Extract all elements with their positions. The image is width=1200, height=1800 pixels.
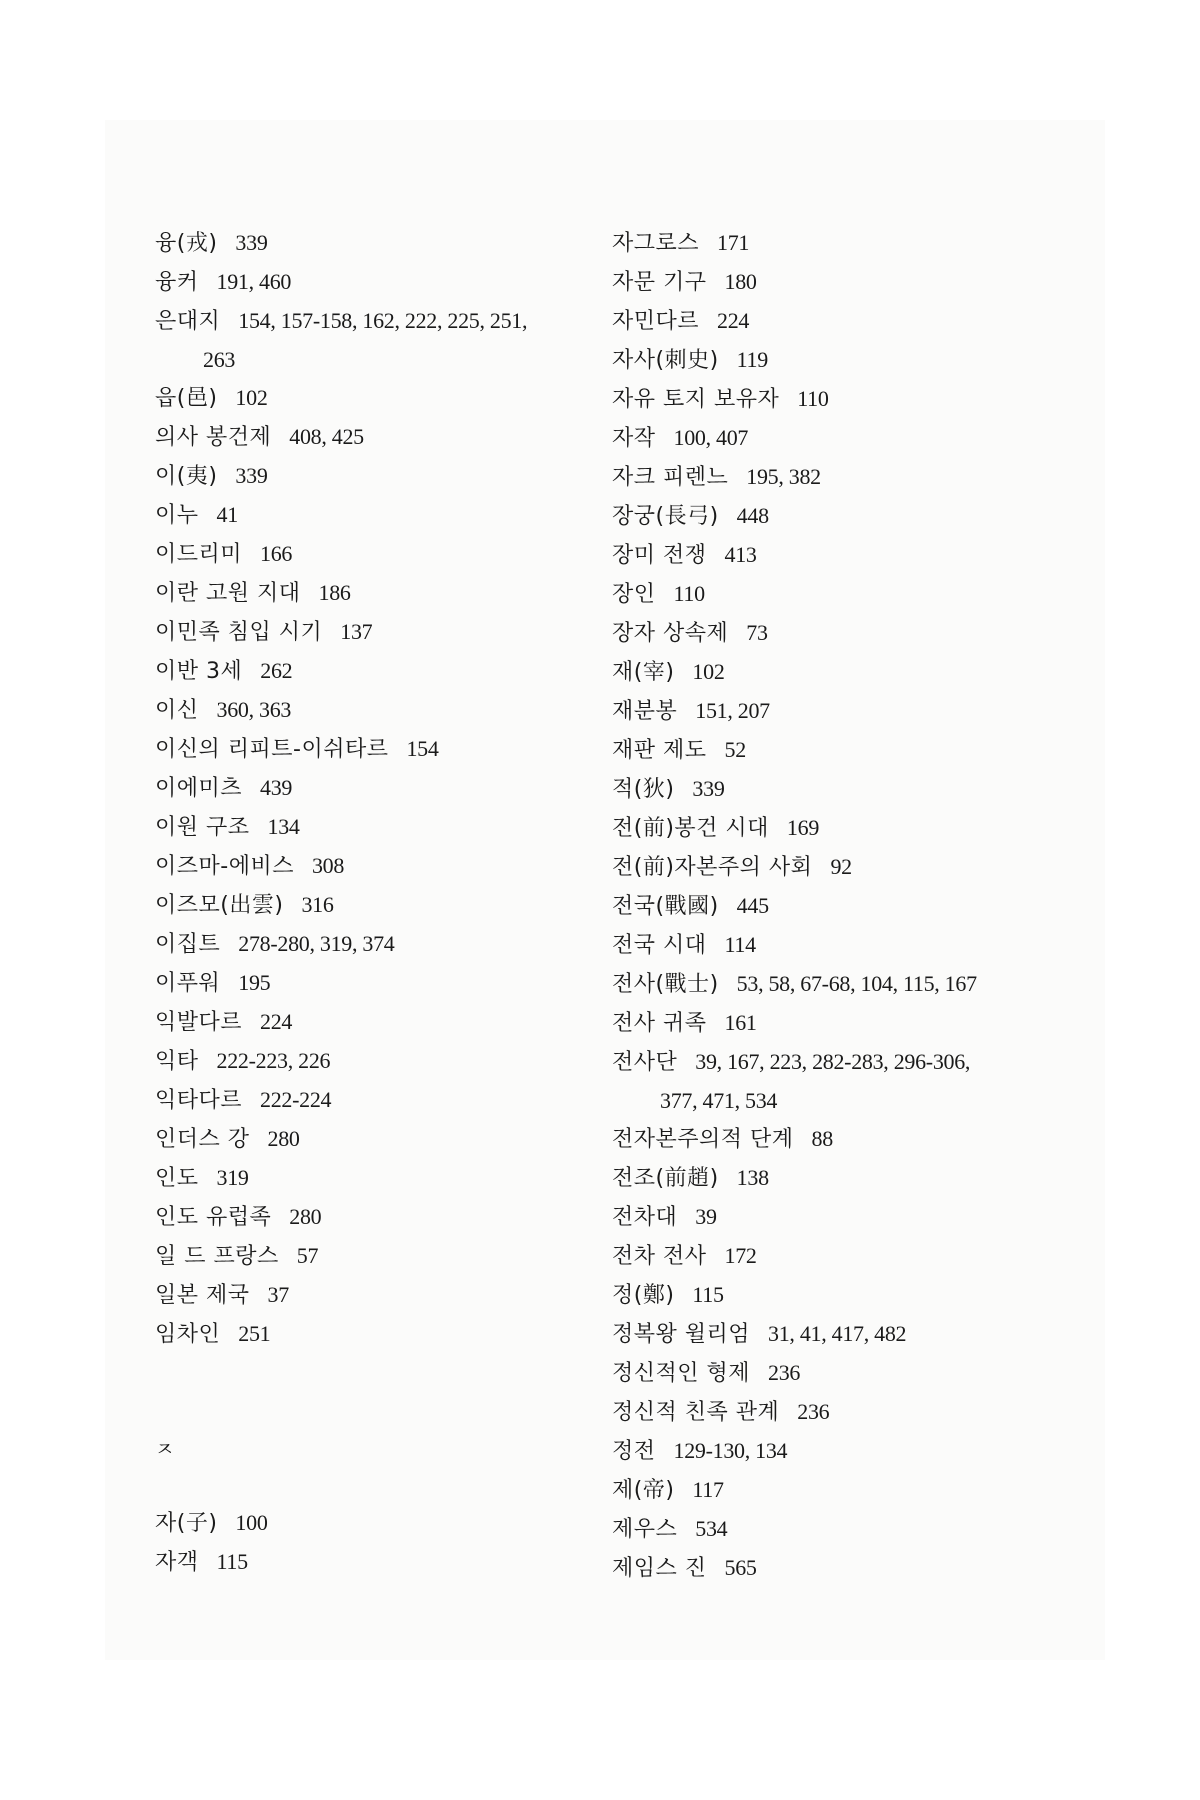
section-heading: ㅈ <box>155 1437 175 1461</box>
index-entry <box>612 1120 1042 1159</box>
index-term: 전국(戰國) <box>612 894 719 919</box>
index-entry <box>155 730 625 769</box>
index-term: 익타다르 <box>155 1088 243 1113</box>
index-term: 이드리미 <box>155 542 243 567</box>
index-entry <box>612 263 1042 302</box>
index-term: 일 드 프랑스 <box>155 1244 279 1269</box>
index-term: 의사 봉건제 <box>155 425 272 450</box>
index-page-numbers: 138 <box>736 1165 769 1190</box>
index-term: 이집트 <box>155 932 221 957</box>
index-term: 임차인 <box>155 1322 221 1347</box>
index-page-numbers: 39, 167, 223, 282-283, 296-306, <box>695 1049 971 1074</box>
index-term: 자객 <box>155 1550 199 1575</box>
index-entry <box>155 769 625 808</box>
index-page-numbers: 134 <box>267 814 300 839</box>
index-entry <box>612 731 1042 770</box>
index-page-numbers: 360, 363 <box>216 697 292 722</box>
index-term: 이신의 리피트-이쉬타르 <box>155 737 389 762</box>
index-entry <box>612 1159 1042 1198</box>
index-term: 융커 <box>155 270 199 295</box>
index-page-numbers: 222-223, 226 <box>216 1048 331 1073</box>
index-term: 제우스 <box>612 1517 678 1542</box>
index-page-numbers: 73 <box>746 620 768 645</box>
index-page-numbers: 339 <box>235 230 268 255</box>
index-page-numbers: 534 <box>695 1516 728 1541</box>
index-term: 장궁(長弓) <box>612 504 719 529</box>
index-entry <box>612 887 1042 926</box>
index-entry <box>612 419 1042 458</box>
index-term: 전차 전사 <box>612 1244 707 1269</box>
index-page-numbers: 236 <box>797 1399 830 1424</box>
index-page-numbers: 186 <box>318 580 351 605</box>
index-page-numbers: 191, 460 <box>216 269 292 294</box>
index-term: 장자 상속제 <box>612 621 729 646</box>
index-term: 이신 <box>155 698 199 723</box>
index-entry <box>155 1276 625 1315</box>
index-term: 자문 기구 <box>612 270 707 295</box>
index-term: 정신적 친족 관계 <box>612 1400 780 1425</box>
index-page-numbers: 236 <box>768 1360 801 1385</box>
index-entry <box>155 302 625 379</box>
index-page-numbers: 52 <box>724 737 746 762</box>
index-page-numbers: 115 <box>692 1282 724 1307</box>
index-term: 이푸워 <box>155 971 221 996</box>
index-term: 인도 유럽족 <box>155 1205 272 1230</box>
index-entry <box>155 1081 625 1120</box>
index-entry <box>612 1315 1042 1354</box>
index-page-numbers: 195 <box>238 970 271 995</box>
index-page-numbers: 222-224 <box>260 1087 332 1112</box>
index-page-numbers: 278-280, 319, 374 <box>238 931 395 956</box>
index-entry <box>155 886 625 925</box>
index-page-numbers: 154, 157-158, 162, 222, 225, 251, <box>238 308 528 333</box>
index-term: 전조(前趙) <box>612 1166 719 1191</box>
index-entry <box>612 926 1042 965</box>
index-page-numbers: 408, 425 <box>289 424 364 449</box>
index-page-numbers: 100, 407 <box>673 425 749 450</box>
index-page-numbers: 88 <box>811 1126 833 1151</box>
index-entry <box>612 1237 1042 1276</box>
index-term: 인도 <box>155 1166 199 1191</box>
index-term: 전사단 <box>612 1050 678 1075</box>
index-page-numbers: 180 <box>724 269 757 294</box>
index-entry <box>612 224 1042 263</box>
index-entry <box>612 1004 1042 1043</box>
index-entry <box>155 496 625 535</box>
index-page-numbers: 169 <box>786 815 820 840</box>
index-page-numbers: 445 <box>736 893 769 918</box>
index-entry <box>612 536 1042 575</box>
index-entry <box>612 614 1042 653</box>
index-entry <box>155 535 625 574</box>
index-term: 이즈모(出雲) <box>155 893 284 918</box>
index-entry <box>155 418 625 457</box>
index-page-numbers: 137 <box>340 619 373 644</box>
index-term: 전사 귀족 <box>612 1011 707 1036</box>
index-term: 전차대 <box>612 1205 678 1230</box>
index-term: 전(前)봉건 시대 <box>612 816 769 841</box>
index-entry <box>612 1432 1042 1471</box>
index-term: 자작 <box>612 426 656 451</box>
index-entry <box>612 1354 1042 1393</box>
index-term: 익발다르 <box>155 1010 243 1035</box>
index-term: 자크 피렌느 <box>612 465 729 490</box>
index-term: 자유 토지 보유자 <box>612 387 780 412</box>
index-entry <box>155 574 625 613</box>
index-page-numbers: 119 <box>736 347 768 372</box>
index-entry <box>155 457 625 496</box>
index-entry <box>155 1504 625 1543</box>
index-page-numbers: 31, 41, 417, 482 <box>768 1321 907 1346</box>
index-term: 정전 <box>612 1439 656 1464</box>
index-entry <box>155 847 625 886</box>
index-term: 자(子) <box>155 1511 218 1536</box>
index-term: 전사(戰士) <box>612 972 719 997</box>
index-entry <box>612 380 1042 419</box>
index-entry <box>155 1198 625 1237</box>
index-term: 인더스 강 <box>155 1127 250 1152</box>
index-term: 자민다르 <box>612 309 700 334</box>
index-entry <box>612 1198 1042 1237</box>
index-entry <box>612 653 1042 692</box>
index-term: 이민족 침입 시기 <box>155 620 323 645</box>
index-entry <box>155 1159 625 1198</box>
index-page-numbers: 117 <box>692 1477 724 1502</box>
index-page-numbers: 251 <box>238 1321 271 1346</box>
index-page-numbers: 100 <box>235 1510 268 1535</box>
index-term: 적(狄) <box>612 777 675 802</box>
index-entry <box>155 1543 625 1582</box>
index-page-numbers-continued: 263 <box>203 347 236 372</box>
index-column-left <box>155 224 625 1582</box>
index-term: 읍(邑) <box>155 386 218 411</box>
index-page-numbers: 319 <box>216 1165 249 1190</box>
index-entry <box>612 965 1042 1004</box>
index-entry <box>155 263 625 302</box>
index-term: 정복왕 윌리엄 <box>612 1322 751 1347</box>
index-page-numbers: 39 <box>695 1204 717 1229</box>
index-page-numbers: 129-130, 134 <box>673 1438 788 1463</box>
index-term: 제임스 진 <box>612 1556 707 1581</box>
index-entry <box>155 691 625 730</box>
index-page-numbers: 92 <box>830 854 852 879</box>
index-entry <box>612 1471 1042 1510</box>
index-term: 일본 제국 <box>155 1283 250 1308</box>
index-entry <box>155 1042 625 1081</box>
index-term: 재판 제도 <box>612 738 707 763</box>
index-page-numbers: 308 <box>311 853 345 878</box>
index-entry <box>612 341 1042 380</box>
index-entry <box>155 1237 625 1276</box>
index-entry <box>612 848 1042 887</box>
index-entry <box>155 964 625 1003</box>
index-entry <box>612 458 1042 497</box>
index-page-numbers: 262 <box>260 658 293 683</box>
index-term: 이즈마-에비스 <box>155 854 294 879</box>
section-spacer <box>155 1468 625 1504</box>
index-term: 제(帝) <box>612 1478 675 1503</box>
index-entry <box>612 1276 1042 1315</box>
index-page-numbers: 110 <box>673 581 705 606</box>
index-page-numbers: 413 <box>724 542 757 567</box>
index-term: 전(前)자본주의 사회 <box>612 855 813 880</box>
index-term: 익타 <box>155 1049 199 1074</box>
index-entry <box>612 809 1042 848</box>
index-page-numbers: 57 <box>296 1243 319 1268</box>
index-page-numbers: 41 <box>216 502 238 527</box>
index-term: 융(戎) <box>155 231 218 256</box>
index-column-right <box>612 224 1042 1588</box>
index-page-numbers: 280 <box>267 1126 300 1151</box>
index-entry <box>155 1315 625 1354</box>
index-entry <box>612 1549 1042 1588</box>
index-entry <box>612 1393 1042 1432</box>
index-page-numbers: 172 <box>724 1243 757 1268</box>
index-page-numbers: 110 <box>797 386 829 411</box>
index-entry <box>612 575 1042 614</box>
index-entry <box>155 1003 625 1042</box>
index-term: 장미 전쟁 <box>612 543 707 568</box>
index-entry <box>155 1120 625 1159</box>
index-entry <box>612 1510 1042 1549</box>
index-term: 재(宰) <box>612 660 675 685</box>
index-page-numbers: 339 <box>692 776 725 801</box>
index-page-numbers: 195, 382 <box>746 464 821 489</box>
index-entry <box>612 302 1042 341</box>
index-term: 이란 고원 지대 <box>155 581 301 606</box>
index-term: 장인 <box>612 582 656 607</box>
index-term: 정신적인 형제 <box>612 1361 751 1386</box>
index-page-numbers: 114 <box>724 932 756 957</box>
index-term: 이(夷) <box>155 464 218 489</box>
index-page-numbers: 565 <box>724 1555 757 1580</box>
index-page-numbers: 224 <box>260 1009 293 1034</box>
index-page-numbers: 316 <box>301 892 334 917</box>
index-page-numbers: 154 <box>406 736 439 761</box>
index-page-numbers: 171 <box>717 230 750 255</box>
index-page-numbers: 280 <box>289 1204 322 1229</box>
index-entry <box>155 808 625 847</box>
index-term: 이누 <box>155 503 199 528</box>
index-page-numbers: 102 <box>692 659 725 684</box>
index-term: 자사(刺史) <box>612 348 719 373</box>
index-page-numbers: 53, 58, 67-68, 104, 115, 167 <box>736 971 977 996</box>
index-term: 정(鄭) <box>612 1283 675 1308</box>
index-term: 전자본주의적 단계 <box>612 1127 794 1152</box>
index-term: 자그로스 <box>612 231 700 256</box>
index-page-numbers-continued: 377, 471, 534 <box>660 1088 778 1113</box>
index-entry <box>155 379 625 418</box>
index-term: 이에미츠 <box>155 776 243 801</box>
index-page-numbers: 224 <box>717 308 750 333</box>
index-term: 이원 구조 <box>155 815 250 840</box>
index-term: 이반 3세 <box>155 659 243 684</box>
index-page-numbers: 151, 207 <box>695 698 770 723</box>
index-entry <box>612 497 1042 536</box>
index-page-numbers: 339 <box>235 463 268 488</box>
index-entry <box>155 925 625 964</box>
index-term: 은대지 <box>155 309 221 334</box>
index-entry <box>612 1043 1042 1120</box>
index-page-numbers: 102 <box>235 385 268 410</box>
index-entry <box>612 692 1042 731</box>
index-page-numbers: 161 <box>724 1010 757 1035</box>
index-entry <box>612 770 1042 809</box>
index-term: 전국 시대 <box>612 933 707 958</box>
index-page-numbers: 37 <box>267 1282 289 1307</box>
index-page-numbers: 115 <box>216 1549 248 1574</box>
index-entry <box>155 224 625 263</box>
index-page-numbers: 448 <box>736 503 769 528</box>
index-entry <box>155 613 625 652</box>
index-page-numbers: 439 <box>260 775 293 800</box>
section-spacer <box>155 1354 625 1430</box>
index-entry <box>155 652 625 691</box>
index-page-numbers: 166 <box>260 541 293 566</box>
index-term: 재분봉 <box>612 699 678 724</box>
